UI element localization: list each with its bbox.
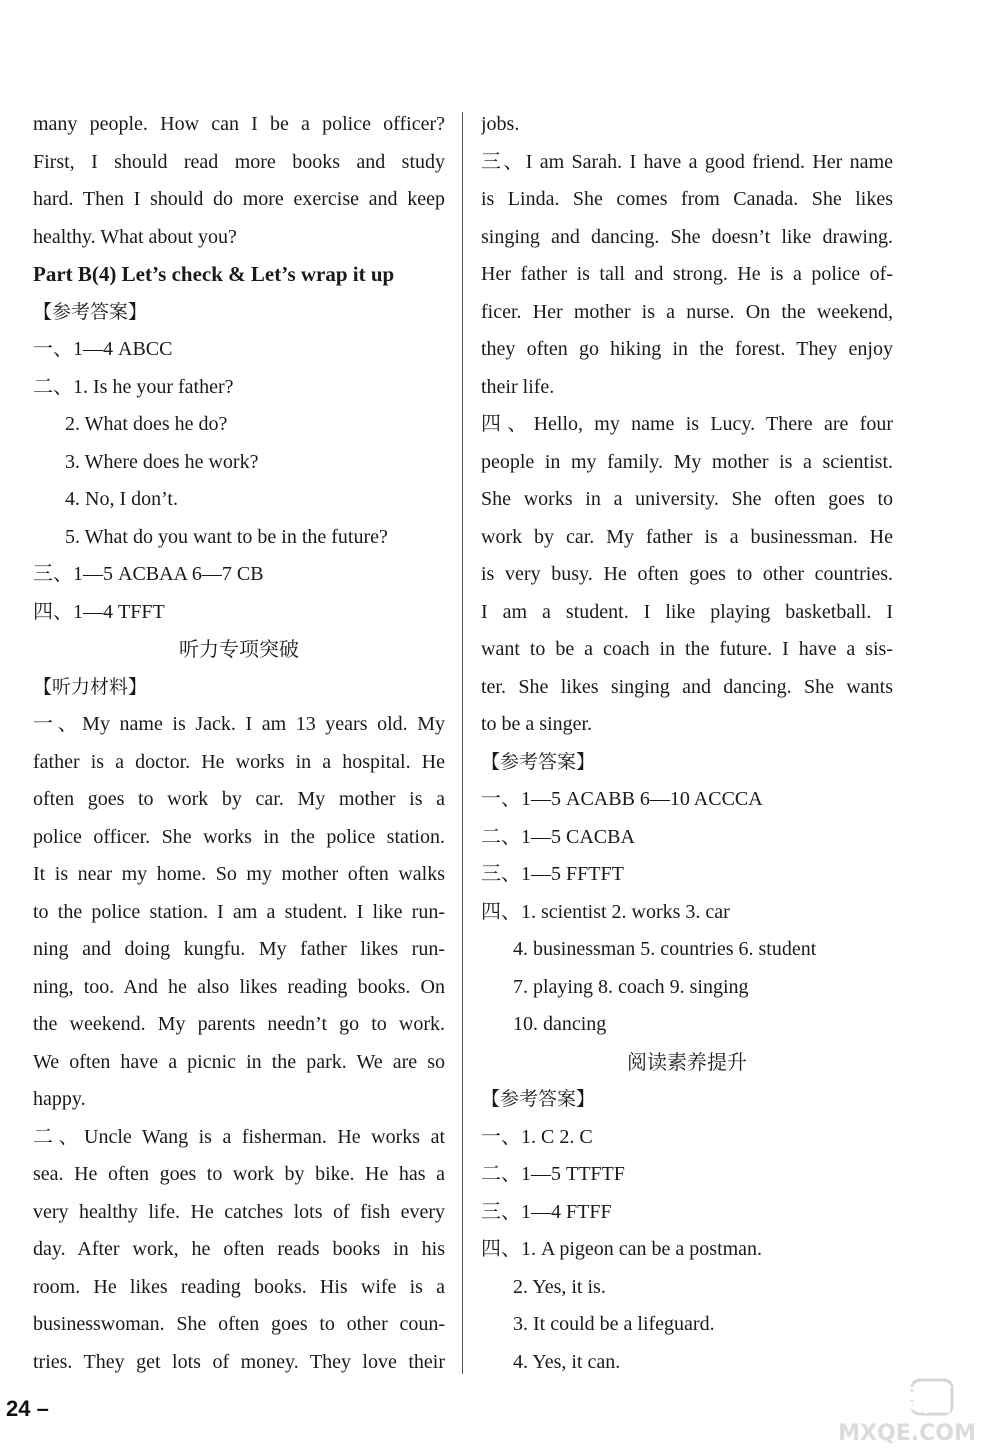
text-line: happy. — [33, 1088, 86, 1110]
text-line: 3. Where does he work? — [65, 450, 259, 473]
text-line: 四、1. scientist 2. works 3. car — [481, 900, 730, 923]
text-line: 三、1—5 ACBAA 6—7 CB — [33, 563, 264, 585]
text-line: is very busy. He often goes to other countries. — [481, 563, 893, 585]
text-line: 四、Hello, my name is Lucy. There are four — [481, 413, 893, 435]
text-line: 2. What does he do? — [65, 413, 228, 435]
text-line: singing and dancing. She doesn’t like drawing. — [481, 225, 893, 248]
text-line: day. After work, he often reads books in his — [33, 1238, 445, 1260]
text-line: ficer. Her mother is a nurse. On the weekend, — [481, 300, 893, 323]
text-line: 7. playing 8. coach 9. singing — [513, 975, 749, 998]
text-line: the weekend. My parents needn’t go to work. — [33, 1013, 445, 1035]
text-line: they often go hiking in the forest. They enjoy — [481, 338, 893, 360]
text-line: people in my family. My mother is a scientist. — [481, 450, 893, 473]
text-line: 二、1—5 CACBA — [481, 825, 635, 848]
text-line: hard. Then I should do more exercise and keep — [33, 188, 445, 210]
section-title: 听力专项突破 — [179, 637, 299, 661]
text-line: 三、1—4 FTFF — [481, 1200, 612, 1223]
text-line: want to be a coach in the future. I have a sis- — [481, 638, 893, 660]
text-line: Her father is tall and strong. He is a police of- — [481, 263, 893, 285]
text-line: 一、1. C 2. C — [481, 1125, 593, 1148]
text-line: 5. What do you want to be in the future? — [65, 525, 388, 548]
text-line: 三、1—5 FFTFT — [481, 863, 624, 885]
watermark-top-text: 答案圈 — [862, 1383, 952, 1418]
text-line: jobs. — [481, 113, 520, 135]
text-line: I am a student. I like playing basketball. I — [481, 600, 893, 623]
text-line: to be a singer. — [481, 713, 593, 735]
column-divider — [462, 112, 463, 1374]
text-line: businesswoman. She often goes to other coun- — [33, 1313, 445, 1335]
subsection-label: 【参考答案】 — [481, 750, 596, 773]
text-line: sea. He often goes to work by bike. He has a — [33, 1163, 445, 1185]
text-line: It is near my home. So my mother often walks — [33, 863, 445, 885]
text-line: We often have a picnic in the park. We are so — [33, 1050, 445, 1073]
text-line: 4. Yes, it can. — [513, 1350, 621, 1373]
text-line: 3. It could be a lifeguard. — [513, 1313, 715, 1335]
text-line: 一、My name is Jack. I am 13 years old. My — [33, 713, 445, 735]
text-line: 10. dancing — [513, 1013, 607, 1035]
subsection-label: 【参考答案】 — [481, 1088, 596, 1110]
text-line: First, I should read more books and study — [33, 150, 445, 173]
text-line: many people. How can I be a police officer? — [33, 113, 445, 135]
text-line: police officer. She works in the police station. — [33, 825, 445, 848]
text-line: 4. No, I don’t. — [65, 488, 178, 510]
subsection-label: 【听力材料】 — [33, 675, 148, 698]
right-column — [481, 106, 893, 1381]
text-line: work by car. My father is a businessman. He — [481, 525, 893, 548]
text-line: their life. — [481, 375, 555, 398]
left-column — [33, 106, 445, 1381]
section-title: 阅读素养提升 — [627, 1049, 747, 1074]
text-line: healthy. What about you? — [33, 225, 237, 248]
section-heading: Part B(4) Let’s check & Let’s wrap it up — [33, 262, 395, 286]
text-line: 二、1. Is he your father? — [33, 375, 234, 398]
text-line: 三、I am Sarah. I have a good friend. Her name — [481, 150, 893, 173]
subsection-label: 【参考答案】 — [33, 300, 148, 323]
text-line: 二、Uncle Wang is a fisherman. He works at — [33, 1125, 445, 1148]
text-line: ning and doing kungfu. My father likes run- — [33, 938, 445, 960]
text-line: ning, too. And he also likes reading books. On — [33, 975, 445, 998]
text-line: to the police station. I am a student. I like run- — [33, 900, 445, 923]
text-line: room. He likes reading books. His wife is a — [33, 1275, 445, 1298]
text-line: 四、1. A pigeon can be a postman. — [481, 1238, 763, 1260]
text-line: 一、1—5 ACABB 6—10 ACCCA — [481, 788, 763, 810]
text-line: father is a doctor. He works in a hospital. He — [33, 750, 445, 773]
text-line: 4. businessman 5. countries 6. student — [513, 938, 817, 960]
text-line: 二、1—5 TTFTF — [481, 1163, 625, 1185]
watermark-bottom-text: MXQE.COM — [838, 1421, 976, 1446]
text-line: She works in a university. She often goes to — [481, 488, 893, 510]
text-line: is Linda. She comes from Canada. She likes — [481, 188, 893, 210]
text-line: 一、1—4 ABCC — [33, 338, 173, 360]
text-line: often goes to work by car. My mother is a — [33, 788, 445, 810]
page-number: 24 – — [6, 1396, 49, 1421]
text-line: 四、1—4 TFFT — [33, 600, 165, 623]
text-line: ter. She likes singing and dancing. She wants — [481, 675, 893, 698]
text-line: 2. Yes, it is. — [513, 1275, 606, 1298]
text-line: tries. They get lots of money. They love their — [33, 1350, 445, 1373]
watermark-logo — [822, 1376, 992, 1446]
text-line: very healthy life. He catches lots of fish every — [33, 1200, 445, 1223]
